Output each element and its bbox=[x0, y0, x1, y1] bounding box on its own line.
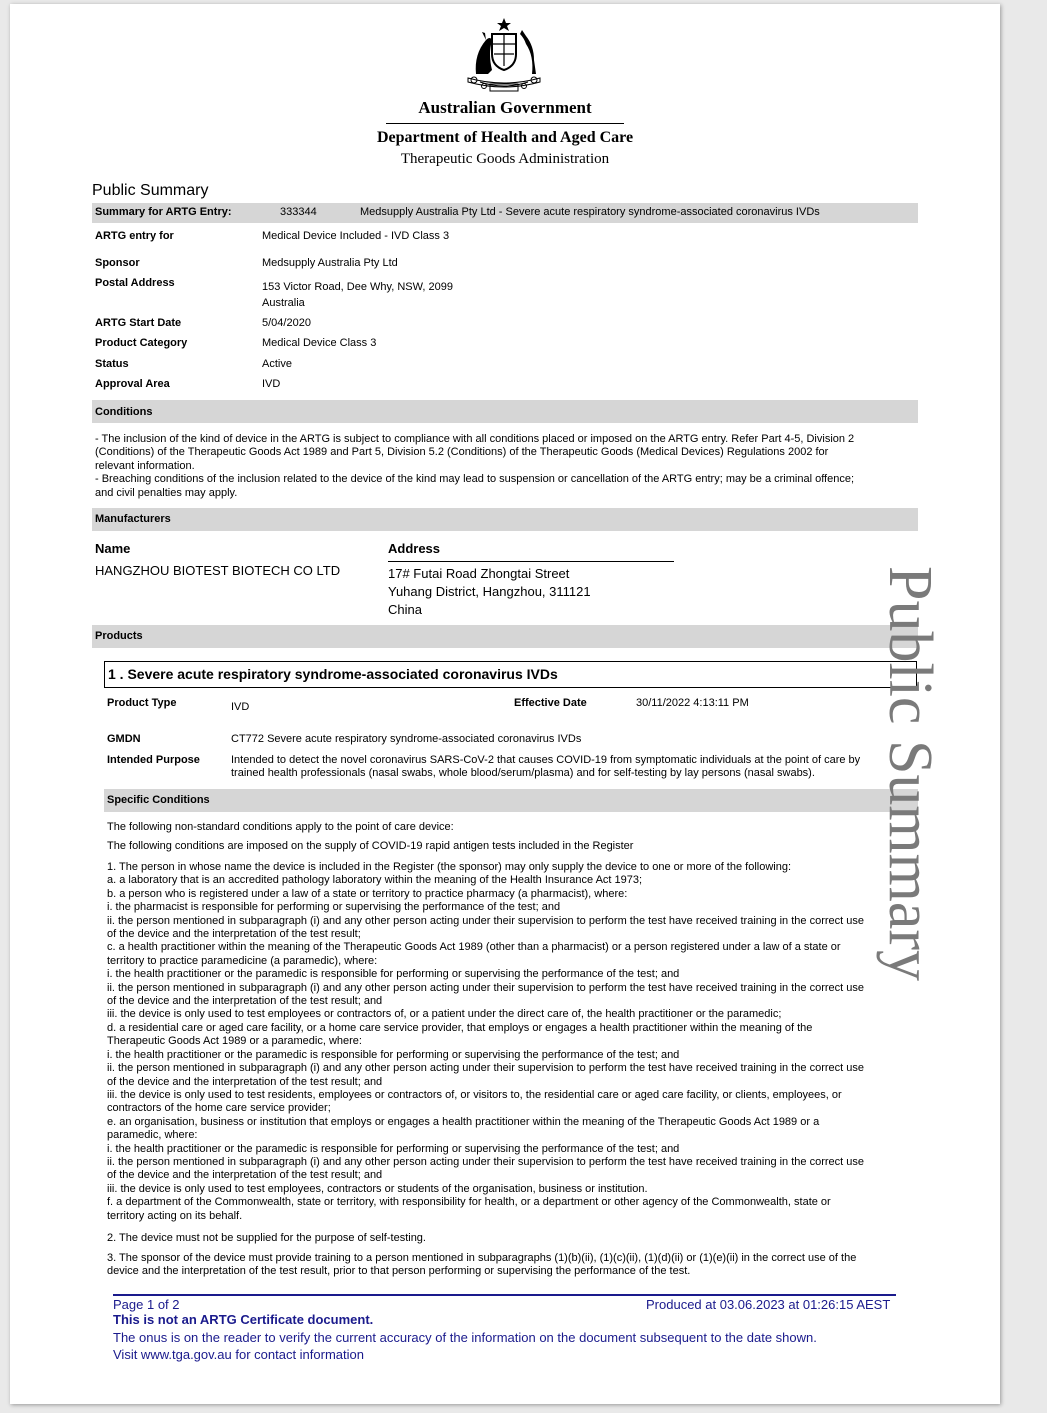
field-value-approval-area: IVD bbox=[262, 378, 281, 390]
field-value-status: Active bbox=[262, 358, 292, 370]
field-label-approval-area: Approval Area bbox=[95, 378, 170, 390]
not-certificate-notice: This is not an ARTG Certificate document. bbox=[113, 1312, 374, 1327]
manufacturer-address-line1: 17# Futai Road Zhongtai Street bbox=[388, 566, 570, 581]
specific-conditions-block2: 2. The device must not be supplied for the purpose of self-testing. bbox=[107, 1232, 426, 1244]
conditions-bar bbox=[92, 400, 918, 423]
product-type-value: IVD bbox=[231, 701, 250, 713]
field-value-product-category: Medical Device Class 3 bbox=[262, 337, 377, 349]
header-divider bbox=[386, 123, 624, 124]
government-title: Australian Government bbox=[418, 98, 592, 117]
manufacturers-heading: Manufacturers bbox=[95, 513, 171, 525]
conditions-text: - The inclusion of the kind of device in the ARTG is subject to compliance with all conditions placed or imposed on the ARTG entry. Refer Part 4-5, Division 2 (Conditions) of the Therapeutic Goods Act 1989 and Part 5, Division 5.2 (Conditions) of the Therapeutic Goods (Medical Devices) Regulations 2002 for relevant information. - Breaching conditions of the inclusion related to the device of the kind may lead to suspension or cancellation of the ARTG entry; may be a criminal offence; and civil penalties may apply. bbox=[95, 433, 855, 499]
field-value-postal-address-line1: 153 Victor Road, Dee Why, NSW, 2099 bbox=[262, 281, 453, 293]
gmdn-value: CT772 Severe acute respiratory syndrome-associated coronavirus IVDs bbox=[231, 733, 582, 745]
summary-label: Summary for ARTG Entry: bbox=[95, 206, 232, 218]
conditions-heading: Conditions bbox=[95, 406, 153, 418]
page-number: Page 1 of 2 bbox=[113, 1297, 180, 1312]
specific-conditions-intro2: The following conditions are imposed on the supply of COVID-19 rapid antigen tests included in the Register bbox=[107, 840, 634, 852]
produced-timestamp: Produced at 03.06.2023 at 01:26:15 AEST bbox=[646, 1297, 891, 1312]
document-title: Public Summary bbox=[92, 182, 209, 199]
onus-notice: The onus is on the reader to verify the current accuracy of the information on the document subsequent to the date shown. bbox=[113, 1330, 817, 1345]
products-bar bbox=[92, 625, 918, 648]
field-label-postal-address: Postal Address bbox=[95, 277, 175, 289]
manufacturer-address-line3: China bbox=[388, 602, 422, 617]
product-type-label: Product Type bbox=[107, 697, 177, 709]
product-title-box bbox=[104, 661, 917, 688]
field-label-product-category: Product Category bbox=[95, 337, 188, 349]
coat-of-arms-icon bbox=[462, 16, 546, 94]
field-label-start-date: ARTG Start Date bbox=[95, 317, 182, 329]
effective-date-value: 30/11/2022 4:13:11 PM bbox=[636, 697, 749, 709]
manufacturer-name-header: Name bbox=[95, 541, 131, 556]
manufacturers-bar bbox=[92, 508, 918, 531]
address-header-underline bbox=[388, 561, 674, 562]
field-value-artg-entry-for: Medical Device Included - IVD Class 3 bbox=[262, 230, 450, 242]
specific-conditions-block3: 3. The sponsor of the device must provide training to a person mentioned in subparagraphs (1)(b)(ii), (1)(c)(ii), (1)(d)(ii) or (1)(e)(ii) in the correct use of the device and the interpretation of the test result, prior to that person performing or supervising the performance of the test. bbox=[107, 1252, 857, 1278]
contact-notice: Visit www.tga.gov.au for contact information bbox=[113, 1347, 364, 1362]
intended-purpose-value: Intended to detect the novel coronavirus SARS-CoV-2 that causes COVID-19 from symptomatic individuals at the point of care by trained health professionals (nasal swabs, whole blood/serum/plasma) and for self-testing by lay persons (nasal swabs). bbox=[231, 754, 861, 780]
field-value-start-date: 5/04/2020 bbox=[262, 317, 311, 329]
field-value-postal-address-line2: Australia bbox=[262, 297, 305, 309]
specific-conditions-intro1: The following non-standard conditions apply to the point of care device: bbox=[107, 821, 454, 833]
field-label-status: Status bbox=[95, 358, 129, 370]
field-label-sponsor: Sponsor bbox=[95, 257, 140, 269]
specific-conditions-heading: Specific Conditions bbox=[107, 794, 210, 806]
field-value-sponsor: Medsupply Australia Pty Ltd bbox=[262, 257, 398, 269]
intended-purpose-label: Intended Purpose bbox=[107, 754, 200, 766]
specific-conditions-bar bbox=[104, 789, 918, 812]
agency-title: Therapeutic Goods Administration bbox=[400, 151, 610, 167]
products-heading: Products bbox=[95, 630, 143, 642]
department-title: Department of Health and Aged Care bbox=[376, 129, 634, 146]
manufacturer-address-line2: Yuhang District, Hangzhou, 311121 bbox=[388, 584, 591, 599]
effective-date-label: Effective Date bbox=[514, 697, 587, 709]
summary-description: Medsupply Australia Pty Ltd - Severe acute respiratory syndrome-associated coronavirus IVDs bbox=[360, 206, 820, 218]
field-label-artg-entry-for: ARTG entry for bbox=[95, 230, 174, 242]
manufacturer-name: HANGZHOU BIOTEST BIOTECH CO LTD bbox=[95, 563, 341, 578]
manufacturer-address-header: Address bbox=[388, 541, 441, 556]
gmdn-label: GMDN bbox=[107, 733, 141, 745]
artg-number: 333344 bbox=[280, 206, 317, 218]
product-title: 1 . Severe acute respiratory syndrome-associated coronavirus IVDs bbox=[108, 666, 558, 682]
public-summary-watermark: Public Summary bbox=[876, 566, 944, 982]
specific-conditions-block1: 1. The person in whose name the device is included in the Register (the sponsor) may only supply the device to one or more of the following: a. a laboratory that is an accredited pathology laboratory within the meaning of the Health Insurance Act 1973; b. a person who is registered under a law of a state or territory to practice pharmacy (a pharmacist), where: i. the pharmacist is responsible for performing or supervising the performance of the test; and ii. the person mentioned in subparagraph (i) and any other person acting under their supervision to perform the test have received training in the correct use of the device and the interpretation of the test result; c. a health practitioner within the meaning of the Therapeutic Goods Act 1989 (other than a pharmacist) or a person registered under a law of a state or territory to practice paramedicine (a paramedic), where: i. the health practitioner or the paramedic is responsible for performing or supervising the performance of the test; and ii. the person mentioned in subparagraph (i) and any other person acting under their supervision to perform the test have received training in the correct use of the device and the interpretation of the test result; and iii. the device is only used to test employees or contractors of, or a patient under the direct care of, the health practitioner or the paramedic; d. a residential care or aged care facility, or a home care service provider, that employs or engages a health practitioner within the meaning of the Therapeutic Goods Act 1989 or a paramedic, where: i. the health practitioner or the paramedic is responsible for performing or supervising the performance of the test; and ii. the person mentioned in subparagraph (i) and any other person acting under their supervision to perform the test have received training in the correct use of the device and the interpretation of the test result; and iii. the device is only used to test residents, employees or contractors of, or visitors to, the residential care or aged care facility, or clients, employees, or contractors of the home care service provider; e. an organisation, business or institution that employs or engages a health practitioner within the meaning of the Therapeutic Goods Act 1989 or a paramedic, where: i. the health practitioner or the paramedic is responsible for performing or supervising the performance of the test; and ii. the person mentioned in subparagraph (i) and any other person acting under their supervision to perform the test have received training in the correct use of the device and the interpretation of the test result; and iii. the device is only used to test employees, contractors or students of the organisation, business or institution. f. a department of the Commonwealth, state or territory, with responsibility for health, or a department or other agency of the Commonwealth, state or territory acting on its behalf. bbox=[107, 861, 864, 1222]
footer-divider bbox=[113, 1294, 896, 1296]
